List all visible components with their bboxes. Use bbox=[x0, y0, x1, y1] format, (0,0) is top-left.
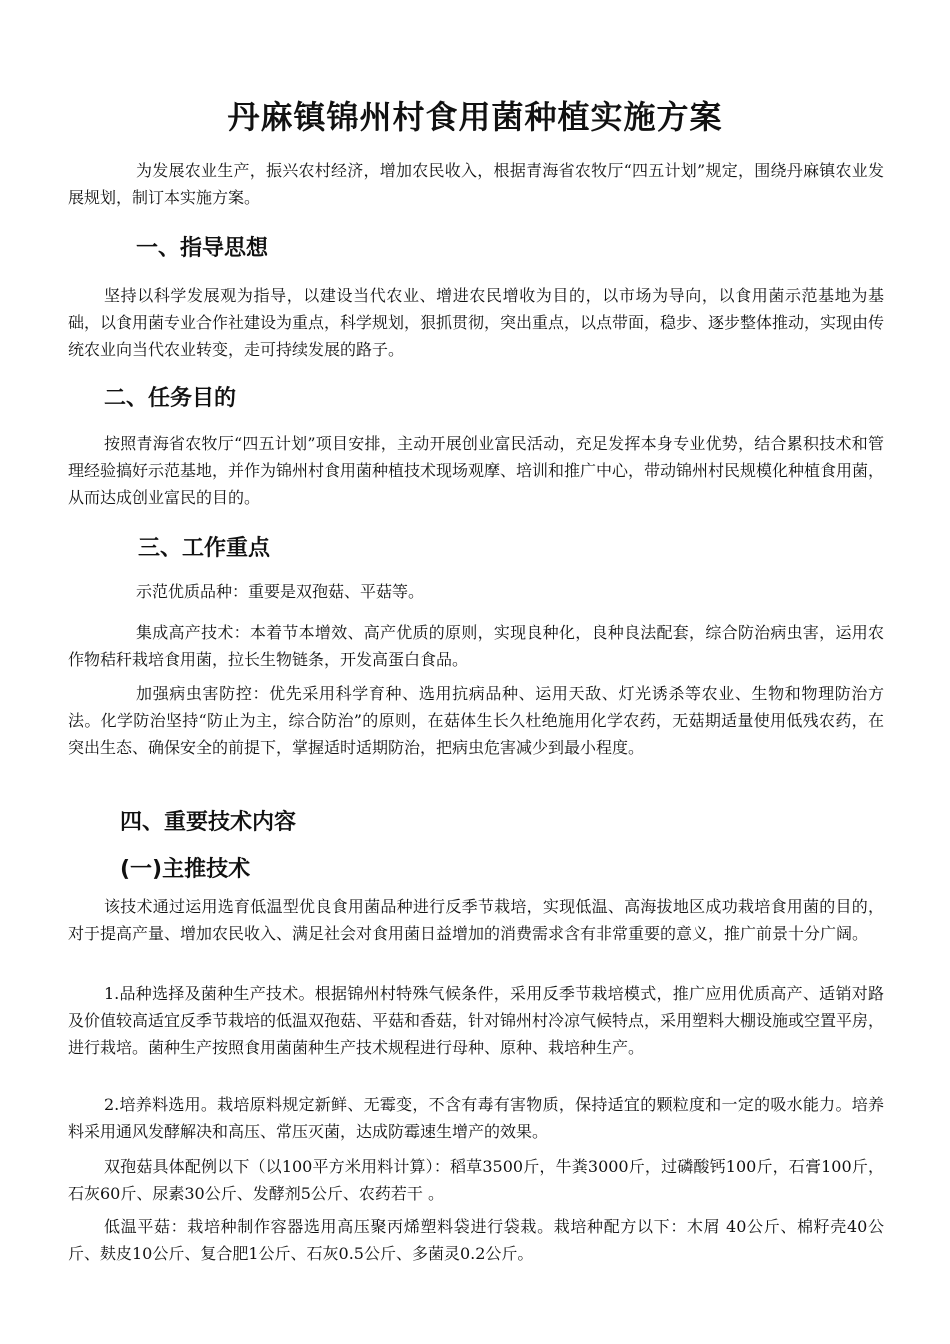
section-heading-work-focus: 三、工作重点 bbox=[138, 536, 271, 561]
section-paragraph: 2.培养料选用。栽培原料规定新鲜、无霉变，不含有毒有害物质，保持适宜的颗粒度和一定的吸水能力。培养料采用通风发酵解决和高压、常压灭菌，达成防霉速生增产的效果。 bbox=[68, 1095, 884, 1141]
section-heading-task-goal: 二、任务目的 bbox=[104, 386, 237, 411]
section-paragraph: 低温平菇：栽培种制作容器选用高压聚丙烯塑料袋进行袋栽。栽培种配方以下：木屑 40公斤、棉籽壳40公斤、麸皮10公斤、复合肥1公斤、石灰0.5公斤、多菌灵0.2公斤。 bbox=[68, 1217, 884, 1263]
section-paragraph: 1.品种选择及菌种生产技术。根据锦州村特殊气候条件，采用反季节栽培模式，推广应用优质高产、适销对路及价值较高适宜反季节栽培的低温双孢菇、平菇和香菇，针对锦州村冷凉气候特点，采用塑料大棚设施或空置平房，进行栽培。菌种生产按照食用菌菌种生产技术规程进行母种、原种、栽培种生产。 bbox=[68, 984, 885, 1057]
section-paragraph: 加强病虫害防控：优先采用科学育种、选用抗病品种、运用天敌、灯光诱杀等农业、生物和物理防治方法。化学防治坚持“防止为主，综合防治”的原则，在菇体生长久杜绝施用化学农药，无菇期适量使用低残农药，在突出生态、确保安全的前提下，掌握适时适期防治，把病虫危害减少到最小程度。 bbox=[68, 684, 884, 757]
section-heading-guiding-thought: 一、指导思想 bbox=[136, 236, 269, 261]
document-title: 丹麻镇锦州村食用菌种植实施方案 bbox=[227, 98, 723, 136]
intro-paragraph: 为发展农业生产，振兴农村经济，增加农民收入，根据青海省农牧厅“四五计划”规定，围绕丹麻镇农业发展规划，制订本实施方案。 bbox=[68, 161, 884, 207]
section-paragraph: 示范优质品种：重要是双孢菇、平菇等。 bbox=[136, 582, 425, 601]
section-paragraph: 该技术通过运用选育低温型优良食用菌品种进行反季节栽培，实现低温、高海拔地区成功栽培食用菌的目的，对于提高产量、增加农民收入、满足社会对食用菌日益增加的消费需求含有非常重要的意义，推广前景十分广阔。 bbox=[68, 897, 884, 943]
subsection-heading-main-technology: (一)主推技术 bbox=[120, 857, 251, 882]
section-paragraph: 双孢菇具体配例以下（以100平方米用料计算）：稻草3500斤，牛粪3000斤，过磷酸钙100斤，石膏100斤，石灰60斤、尿素30公斤、发酵剂5公斤、农药若干 。 bbox=[68, 1157, 884, 1203]
section-paragraph: 集成高产技术：本着节本增效、高产优质的原则，实现良种化，良种良法配套，综合防治病虫害，运用农作物秸秆栽培食用菌，拉长生物链条，开发高蛋白食品。 bbox=[68, 623, 884, 669]
section-paragraph: 坚持以科学发展观为指导，以建设当代农业、增进农民增收为目的，以市场为导向，以食用菌示范基地为基础，以食用菌专业合作社建设为重点，科学规划，狠抓贯彻，突出重点，以点带面，稳步、逐步整体推动，实现由传统农业向当代农业转变，走可持续发展的路子。 bbox=[68, 286, 885, 359]
section-paragraph: 按照青海省农牧厅“四五计划”项目安排，主动开展创业富民活动，充足发挥本身专业优势，结合累积技术和管理经验搞好示范基地，并作为锦州村食用菌种植技术现场观摩、培训和推广中心，带动锦州村民规模化种植食用菌，从而达成创业富民的目的。 bbox=[68, 434, 885, 507]
section-heading-key-technology: 四、重要技术内容 bbox=[120, 810, 297, 835]
